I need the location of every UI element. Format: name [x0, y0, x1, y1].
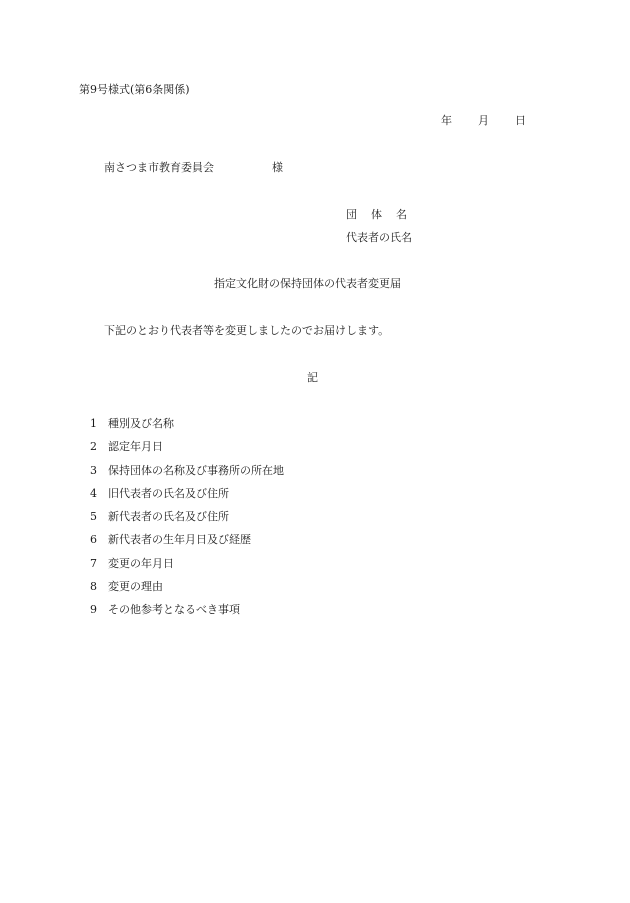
date-line — [441, 115, 526, 126]
item-label: 種別及び名称 — [108, 417, 174, 430]
date-day-label: 日 — [515, 114, 526, 127]
item-number: 8 — [90, 580, 97, 594]
addressee-name: 南さつま市教育委員会 — [104, 161, 214, 174]
item-label: 変更の年月日 — [108, 556, 174, 570]
addressee-honorific: 様 — [272, 161, 283, 174]
item-label: 新代表者の氏名及び住所 — [108, 510, 229, 524]
item-number: 2 — [90, 440, 97, 454]
item-label: 旧代表者の氏名及び住所 — [108, 486, 229, 500]
date-year-label: 年 — [441, 114, 452, 127]
date-month-label: 月 — [478, 114, 489, 127]
form-number: 第9号様式(第6条関係) — [79, 83, 190, 96]
item-number: 3 — [90, 463, 97, 477]
item-label: 新代表者の生年月日及び経歴 — [108, 533, 251, 547]
item-number: 9 — [90, 603, 97, 617]
item-list — [90, 418, 284, 628]
item-label: 認定年月日 — [108, 440, 163, 454]
list-item — [90, 511, 284, 534]
document-title: 指定文化財の保持団体の代表者変更届 — [214, 277, 401, 290]
list-item — [90, 418, 284, 441]
item-label: 保持団体の名称及び事務所の所在地 — [108, 463, 284, 477]
item-label: 変更の理由 — [108, 580, 163, 594]
list-item — [90, 558, 284, 581]
item-label: その他参考となるべき事項 — [108, 603, 240, 617]
item-number: 1 — [90, 417, 97, 430]
item-number: 7 — [90, 556, 97, 570]
addressee — [104, 162, 283, 173]
group-name-label: 団体名 — [346, 208, 421, 221]
item-number: 6 — [90, 533, 97, 547]
list-item — [90, 488, 284, 511]
list-item — [90, 441, 284, 464]
list-item — [90, 534, 284, 557]
list-item — [90, 604, 284, 627]
ki-heading: 記 — [307, 371, 318, 384]
item-number: 5 — [90, 510, 97, 524]
representative-name-label: 代表者の氏名 — [346, 231, 412, 244]
body-text: 下記のとおり代表者等を変更しましたのでお届けします。 — [104, 324, 390, 337]
item-number: 4 — [90, 486, 97, 500]
list-item — [90, 465, 284, 488]
list-item — [90, 581, 284, 604]
